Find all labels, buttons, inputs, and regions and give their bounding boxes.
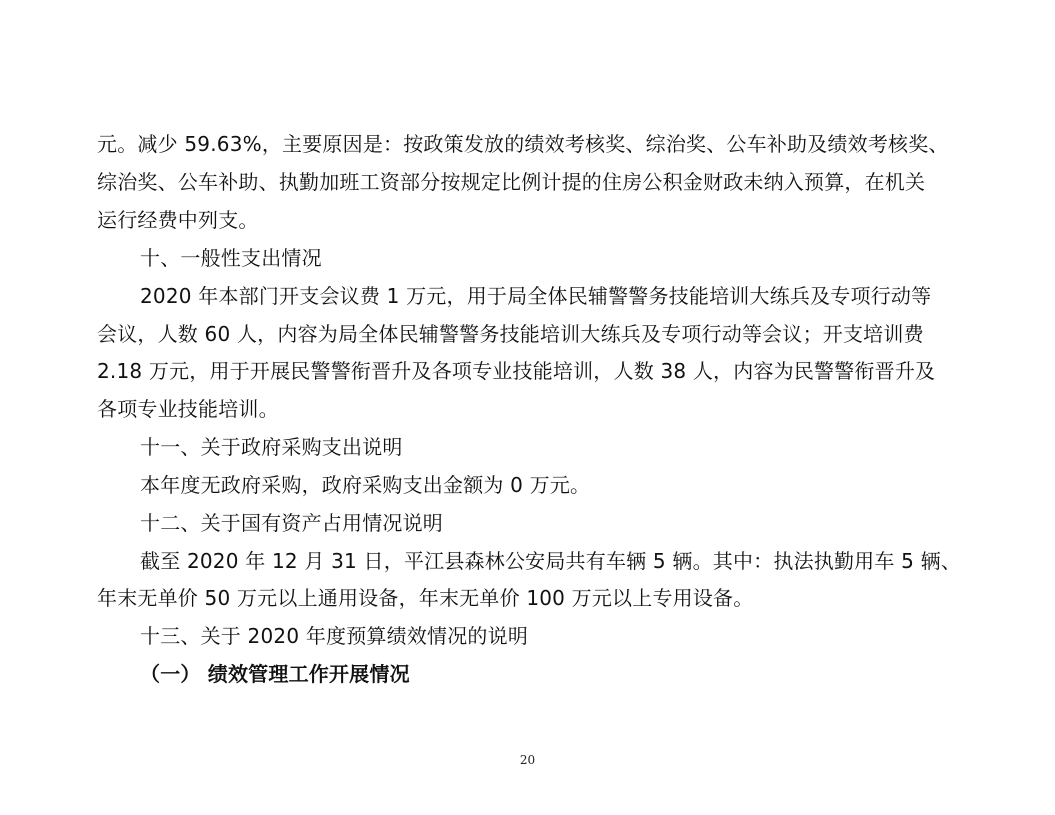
section-heading-11: 十一、关于政府采购支出说明: [140, 435, 403, 459]
section-heading-12: 十二、关于国有资产占用情况说明: [140, 511, 443, 535]
paragraph-line-2: 综治奖、公车补助、执勤加班工资部分按规定比例计提的住房公积金财政未纳入预算，在机关: [97, 170, 926, 194]
section-heading-13: 十三、关于 2020 年度预算绩效情况的说明: [140, 624, 529, 648]
paragraph-line-10: 年末无单价 50 万元以上通用设备，年末无单价 100 万元以上专用设备。: [97, 586, 754, 610]
paragraph-line-1: 元。减少 59.63%，主要原因是：按政策发放的绩效考核奖、综治奖、公车补助及绩效考核奖、: [97, 132, 949, 156]
paragraph-line-4: 2020 年本部门开支会议费 1 万元，用于局全体民辅警警务技能培训大练兵及专项行动等: [140, 284, 932, 308]
paragraph-line-3: 运行经费中列支。: [97, 208, 259, 232]
paragraph-line-9: 截至 2020 年 12 月 31 日，平江县森林公安局共有车辆 5 辆。其中：执法执勤用车 5 辆、: [140, 549, 962, 573]
paragraph-line-8: 本年度无政府采购，政府采购支出金额为 0 万元。: [140, 473, 591, 497]
paragraph-line-6: 2.18 万元，用于开展民警警衔晋升及各项专业技能培训，人数 38 人，内容为民警警衔晋升及: [97, 359, 936, 383]
section-heading-10: 十、一般性支出情况: [140, 246, 322, 270]
paragraph-line-7: 各项专业技能培训。: [97, 397, 279, 421]
paragraph-line-5: 会议，人数 60 人，内容为局全体民辅警警务技能培训大练兵及专项行动等会议；开支培训费: [97, 322, 924, 346]
subsection-heading-1: （一） 绩效管理工作开展情况: [140, 662, 410, 686]
page-number: 20: [519, 753, 536, 767]
